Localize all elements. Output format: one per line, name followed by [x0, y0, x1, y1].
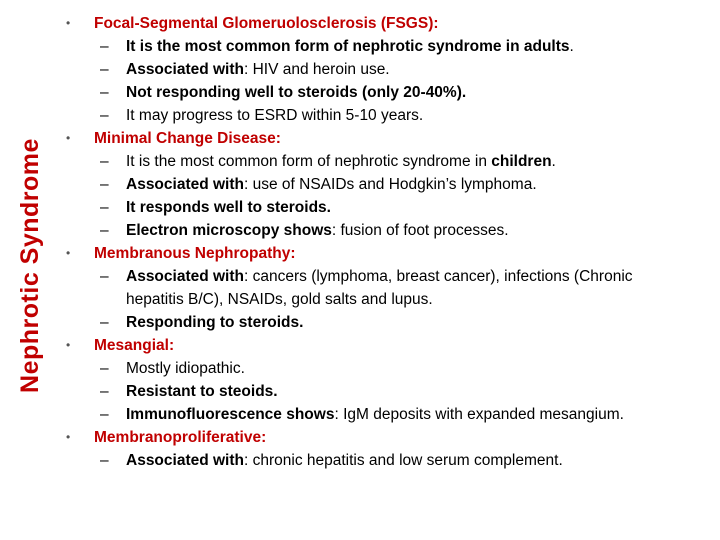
list-item: – Associated with: use of NSAIDs and Hodgkin’s lymphoma.	[100, 176, 537, 193]
list-item: – Resistant to steoids.	[100, 383, 278, 400]
list-item: – It may progress to ESRD within 5-10 years.	[100, 107, 424, 124]
bullet-icon: •	[66, 338, 71, 352]
section-membranoproliferative	[60, 426, 700, 449]
list-item: – It responds well to steroids.	[100, 199, 331, 216]
list-item: – Associated with: chronic hepatitis and low serum complement.	[100, 452, 563, 469]
list-item: – Immunofluorescence shows: IgM deposits with expanded mesangium.	[100, 406, 624, 423]
section-title: Membranous Nephropathy:	[94, 245, 296, 262]
content-body	[60, 12, 700, 472]
section-minimal-change	[60, 127, 700, 150]
side-title	[10, 100, 50, 430]
bullet-icon: •	[66, 131, 71, 145]
list-item: – It is the most common form of nephrotic syndrome in adults.	[100, 38, 574, 55]
list-item: – Associated with: HIV and heroin use.	[100, 61, 390, 78]
list-item: – Associated with: cancers (lymphoma, breast cancer), infections (Chronic hepatitis B/C), NSAIDs, gold salts and lupus.	[100, 268, 633, 308]
list-item: – It is the most common form of nephrotic syndrome in children.	[100, 153, 556, 170]
side-title-text: Nephrotic Syndrome	[15, 137, 44, 393]
list-item: – Not responding well to steroids (only 20-40%).	[100, 84, 467, 101]
section-mesangial	[60, 334, 700, 357]
bullet-icon: •	[66, 430, 71, 444]
bullet-icon: •	[66, 246, 71, 260]
section-title: Mesangial:	[94, 337, 175, 354]
bullet-icon: •	[66, 16, 71, 30]
section-title: Minimal Change Disease:	[94, 130, 281, 147]
section-title: Focal-Segmental Glomeruolosclerosis (FSGS):	[94, 15, 439, 32]
list-item: – Responding to steroids.	[100, 314, 304, 331]
list-item: – Mostly idiopathic.	[100, 360, 245, 377]
section-fsgs	[60, 12, 700, 35]
section-membranous	[60, 242, 700, 265]
list-item: – Electron microscopy shows: fusion of foot processes.	[100, 222, 509, 239]
section-title: Membranoproliferative:	[94, 429, 267, 446]
